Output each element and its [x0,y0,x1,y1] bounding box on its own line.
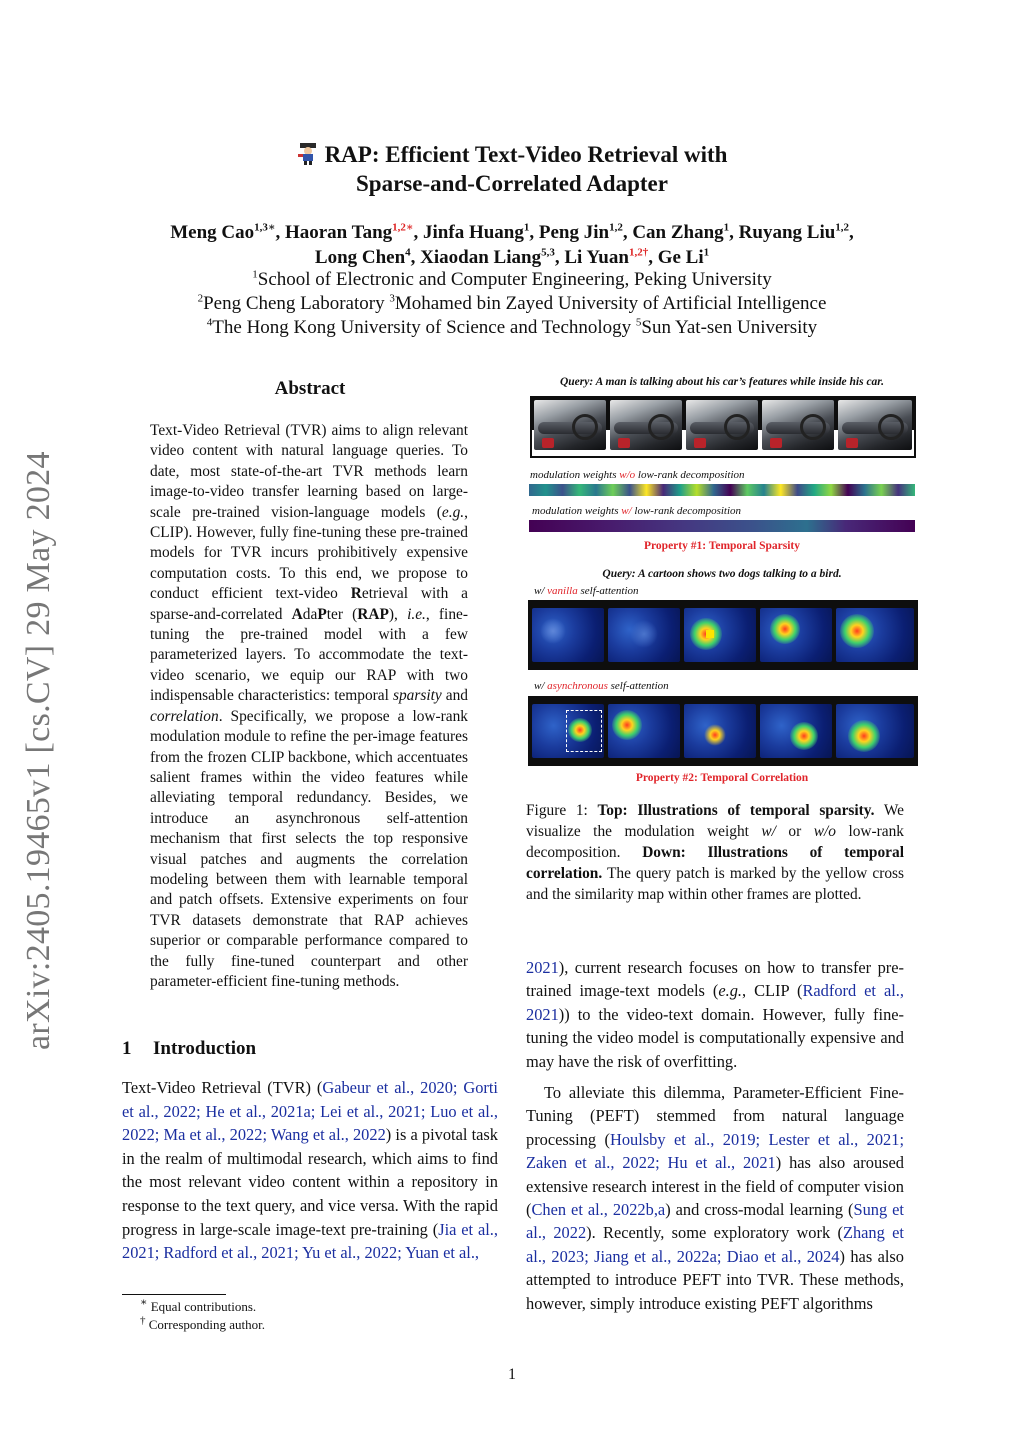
author-name: Peng Jin [538,222,610,243]
footnote-text: Corresponding author. [148,1317,266,1332]
body-text: ) and cross-modal learning ( [665,1200,854,1220]
figure-1-caption [526,800,904,905]
citation-link[interactable]: Chen et al., 2022b,a [531,1200,666,1220]
footnote-text: Equal contributions. [150,1299,257,1314]
affil-mark: 3 [389,292,395,305]
author-list: Meng Cao$^{1,3∗}$, Haoran Tang$^{1,2∗}$, Jinfa Huang$^1$, Peng Jin$^{1,2}$, Can Zhang$^1$, Ruyang Liu$^{1,2}$, Long Chen$^4$, Xiaodan Liang$^{5,3}$, Li Yuan$^{1,2\dagger}$, Ge Li$^1$ [170,221,854,268]
body-text: e.g. [718,981,743,1001]
abstract-text: e.g. [441,503,465,521]
body-text: )) to the video-text domain. However, fully fine-tuning the video model is computationally expensive and may have the risk of overfitting. [526,1004,904,1071]
body-text: ), current research focuses on how to transfer pre-trained image-text models ( [526,958,904,1001]
affiliation: Sun Yat-sen University [641,317,818,338]
affiliation: Mohamed bin Zayed University of Artificial Intelligence [394,293,827,314]
intro-left-text [122,1076,498,1265]
heatmap-frame [684,704,756,758]
footnote-rule [122,1294,226,1295]
caption-text: The query patch is marked by the yellow cross and the similarity map within other frames are plotted. [526,865,904,903]
affil-mark: 5 [635,316,642,329]
author-name: Xiaodan Liang [420,247,542,268]
car-strip-border [530,396,916,458]
author-name: Meng Cao [170,222,255,243]
author-name: Haoran Tang [284,222,393,243]
heatmap-frame [608,704,680,758]
author-sup: 1 [523,221,530,234]
author-sup: 1,2 [609,221,623,234]
page-number: 1 [508,1366,516,1383]
footnote-mark: † [140,1314,146,1327]
citation-link[interactable]: Sung et al., 2022 [526,1200,904,1243]
heatmap-frame [836,608,914,662]
section-number: 1 [122,1038,132,1059]
rap-mascot-icon [297,141,319,165]
citation-link[interactable]: Houlsby et al., 2019; Lester et al., 2021; Zaken et al., 2022; Hu et al., 2021 [526,1129,904,1173]
abstract-text: etrieval with a sparse-and-correlated [150,585,468,623]
abstract-text: RAP [357,605,389,623]
author-sup: 1 [703,246,710,259]
modulation-wo-label: modulation weights w/o low-rank decomposition [530,469,745,481]
author-name: Ruyang Liu [738,222,836,243]
author-name: Li Yuan [564,247,629,268]
caption-text: w/o [813,823,836,840]
affiliation: School of Electronic and Computer Engineering, Peking University [257,269,772,290]
heatmap-frame [608,608,680,662]
heatmap-frame [760,608,832,662]
affil-mark: 2 [197,292,204,305]
body-text: ) has also attempted to introduce PEFT into TVR. These methods, however, simply introduce existing PEFT algorithms [526,1246,905,1313]
author-name: Ge Li [657,247,704,268]
citation-link[interactable]: Jia et al., 2021; Radford et al., 2021; Yu et al., 2022; Yuan et al., [122,1219,498,1263]
async-video-strip [528,696,918,766]
heatmap-frame [760,704,832,758]
arxiv-identifier: arXiv:2405.19465v1 [cs.CV] 29 May 2024 [20,451,57,1050]
caption-bold: Top: Illustrations of temporal sparsity. [597,802,875,819]
vanilla-attention-label: w/ vanilla self-attention [534,585,639,597]
abstract-text: Text-Video Retrieval (TVR) aims to align relevant video content with natural language queries. To date, most state-of-the-art TVR methods learn image-to-video transfer learning based on large-scale pre-trained vision-language models ( [150,422,468,521]
abstract-text: . Specifically, we propose a low-rank modulation module to refine the per-image features from the frozen CLIP backbone, which accentuates salient frames within the video features while alleviating temporal redundancy. Besides, we introduce an asynchronous self-attention mechanism that first selects the top responsive visual patches and augments the correlation modeling between them with learnable temporal and patch offsets. Extensive experiments on four TVR datasets demonstrate that RAP achieves superior or comparable performance compared to the fully fine-tuned counterpart and other parameter-efficient fine-tuning methods. [150,707,468,990]
abstract-text: i.e. [407,605,426,623]
citation-link[interactable]: Radford et al., 2021 [526,981,904,1024]
body-text: To alleviate this dilemma, Parameter-Efficient Fine-Tuning (PEFT) stemmed from natural language processing ( [526,1083,904,1149]
caption-text: We visualize the modulation weight [526,802,904,840]
author-name: Can Zhang [632,222,724,243]
author-sup: 1,2† [628,246,649,259]
heatmap-frame [836,704,914,758]
abstract-text: d [302,605,311,623]
body-text: ) has also aroused extensive research interest in the field of computer vision ( [526,1153,904,1220]
body-text: ) is a pivotal task in the realm of multimodal research, which aims to find the most relevant video content within a repository in response to the text query, and vice versa. With the rapid progress in large-scale image-text pre-training ( [122,1125,498,1239]
author-sup: 5,3 [541,246,555,259]
affil-mark: 4 [206,316,213,329]
heatmap-frame [684,608,756,662]
caption-text: or [775,823,814,840]
body-text: , CLIP ( [742,981,803,1001]
author-sup: 1,2∗ [392,221,414,234]
abstract-text: and [441,687,469,705]
modulation-weights-bar-wo [529,484,915,496]
affiliations [0,268,1024,340]
vanilla-video-strip [528,600,918,670]
caption-bold: Down: Illustrations of temporal correlation. [526,844,904,882]
abstract-text: P [317,605,327,623]
query-patch-cross-icon [706,630,714,638]
abstract-text: A [291,605,303,623]
author-sup: 1,3∗ [254,221,276,234]
body-text: Text-Video Retrieval (TVR) ( [122,1078,323,1097]
abstract-text: ter ( [326,605,358,623]
affil-mark: 1 [252,268,258,281]
modulation-weights-bar-w [529,520,915,532]
heatmap-frame [532,608,604,662]
author-name: Long Chen [314,247,406,268]
property-1-label: Property #1: Temporal Sparsity [644,540,800,552]
body-text: ). Recently, some exploratory work ( [586,1223,843,1243]
query-1-text: Query: A man is talking about his car’s features while inside his car. [559,376,885,388]
abstract-text: a [310,605,318,623]
citation-link[interactable]: Zhang et al., 2023; Jiang et al., 2022a; Diao et al., 2024 [526,1223,904,1266]
query-2-text: Query: A cartoon shows two dogs talking to a bird. [602,568,842,580]
abstract-text: , fine-tuning the pre-trained model with a few parameterized layers. To accommodate the text-video scenario, we equip our RAP with two indispensable characteristics: temporal [150,605,468,705]
paper-title [0,140,1024,198]
citation-link[interactable]: Gabeur et al., 2020; Gorti et al., 2022; He et al., 2021a; Lei et al., 2021; Luo et al., 2022; Ma et al., 2022; Wang et al., 2022 [122,1078,498,1145]
author-sup: 4 [405,246,411,259]
author-sup: 1,2 [835,221,850,234]
section-heading-introduction [122,1038,256,1060]
abstract-body [150,421,468,992]
footnotes [140,1298,265,1334]
footnote-mark: ∗ [140,1296,148,1309]
caption-text: w/ [761,823,776,840]
author-name: Jinfa Huang [423,222,524,243]
abstract-text: , CLIP). However, fully fine-tuning these pre-trained models for TVR incurs prohibitively expensive computation costs. To this end, we propose to conduct efficient text-video [150,503,468,603]
caption-text: low-rank decomposition. [526,823,904,861]
modulation-w-label: modulation weights w/ low-rank decomposition [532,505,742,517]
property-2-label: Property #2: Temporal Correlation [635,772,809,784]
title-line-1: RAP: Efficient Text-Video Retrieval with [324,142,728,167]
intro-right-text [526,956,904,1315]
caption-label: Figure 1: [526,802,598,819]
async-attention-label: w/ asynchronous self-attention [534,680,669,692]
heatmap-frame [532,704,604,758]
abstract-text: correlation [150,707,219,725]
citation-link[interactable]: 2021 [526,958,559,977]
abstract-text: ), [388,605,408,623]
author-sup: 1 [723,221,730,234]
figure-1 [526,372,918,792]
abstract-heading: Abstract [274,378,346,399]
abstract-text: sparsity [392,687,442,705]
affiliation: The Hong Kong University of Science and Technology [212,317,632,338]
affiliation: Peng Cheng Laboratory [203,293,385,314]
section-title: Introduction [153,1038,257,1059]
title-line-2: Sparse-and-Correlated Adapter [356,171,668,196]
abstract-text: R [350,585,362,603]
